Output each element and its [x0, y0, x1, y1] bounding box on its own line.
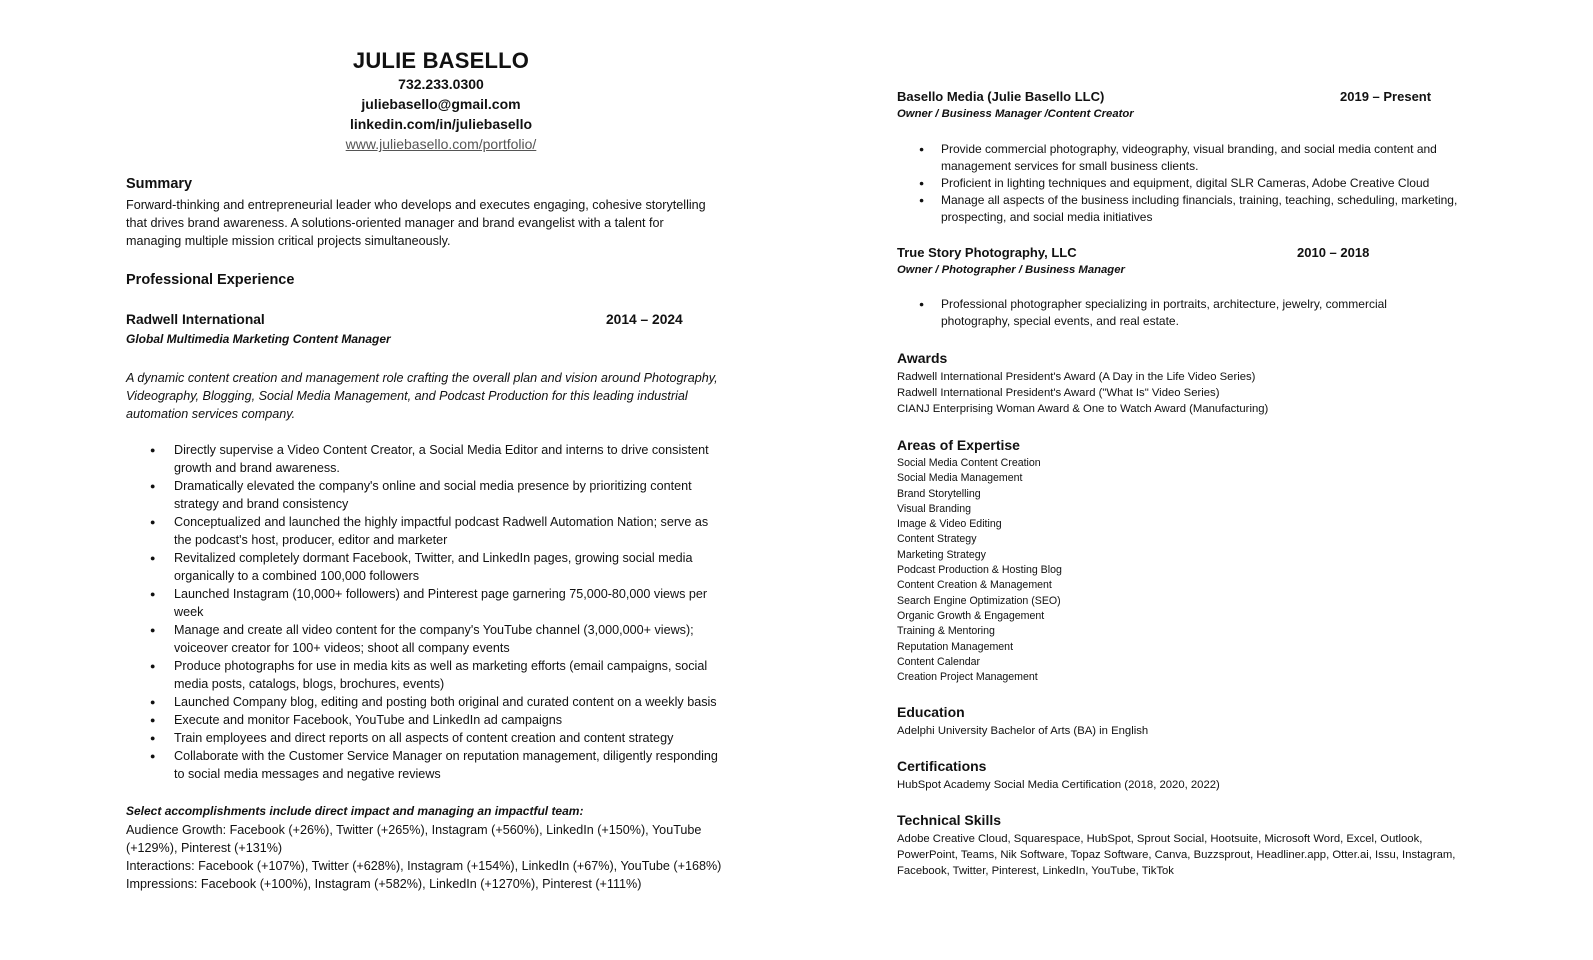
job-bullet-list [126, 441, 766, 783]
job-description [126, 369, 718, 423]
bullet-line: organically to a combined 100,000 followers [174, 569, 420, 583]
bullet-line: ● Manage all aspects of the business including financials, training, teaching, scheduling, marketing, [941, 193, 1458, 207]
education-heading: Education [897, 704, 965, 720]
list-item: Content Strategy [897, 533, 977, 546]
bullet-line: week [174, 605, 204, 619]
bullet-line: ● Dramatically elevated the company's online and social media presence by prioritizing content [174, 479, 692, 493]
accomplishments-text [126, 821, 721, 893]
expertise-list [897, 456, 1062, 685]
summary-heading: Summary [126, 176, 193, 192]
bullet-line: ● Execute and monitor Facebook, YouTube and LinkedIn ad campaigns [174, 713, 563, 727]
job-company: Radwell International [126, 312, 265, 327]
list-item [126, 585, 766, 621]
job-role: Owner / Photographer / Business Manager [897, 264, 1125, 276]
list-item [126, 477, 766, 513]
bullet-line: ● Provide commercial photography, videography, visual branding, and social media content and [941, 142, 1437, 156]
list-item [897, 175, 1497, 192]
award-item: CIANJ Enterprising Woman Award & One to Watch Award (Manufacturing) [897, 403, 1269, 415]
expertise-heading: Areas of Expertise [897, 437, 1020, 453]
job-bullet-list [897, 141, 1497, 226]
list-item: Creation Project Management [897, 671, 1038, 684]
bullet-line: voiceover creator for 100+ videos; shoot all company events [174, 641, 510, 655]
phone-number: 732.233.0300 [398, 76, 484, 92]
list-item [126, 657, 766, 693]
list-item [126, 711, 766, 729]
email-address: juliebasello@gmail.com [361, 96, 521, 112]
bullet-line: ● Launched Company blog, editing and posting both original and curated content on a weekly basis [174, 695, 717, 709]
list-item [126, 729, 766, 747]
job-dates: 2014 – 2024 [606, 312, 683, 327]
bullet-line: prospecting, and social media initiatives [941, 210, 1153, 224]
bullet-line: media posts, catalogs, blogs, brochures, events) [174, 677, 445, 691]
job-role: Global Multimedia Marketing Content Manager [126, 332, 391, 346]
certifications-heading: Certifications [897, 758, 987, 774]
list-item: Reputation Management [897, 640, 1014, 653]
list-item [897, 141, 1497, 175]
bullet-line: to social media messages and negative reviews [174, 767, 441, 781]
summary-text [126, 196, 706, 250]
list-item: Podcast Production & Hosting Blog [897, 564, 1062, 577]
list-item [897, 192, 1497, 226]
description-line: A dynamic content creation and management role crafting the overall plan and vision around Photography, [126, 371, 718, 385]
accomplishment-line: (+129%), Pinterest (+131%) [126, 841, 283, 855]
list-item: Content Calendar [897, 655, 981, 668]
list-item: Content Creation & Management [897, 579, 1052, 592]
bullet-line: ● Proficient in lighting techniques and equipment, digital SLR Cameras, Adobe Creative Cloud [941, 176, 1430, 190]
bullet-line: management services for small business clients. [941, 159, 1199, 173]
candidate-name: JULIE BASELLO [352, 48, 530, 73]
job-company: Basello Media (Julie Basello LLC) [897, 89, 1105, 104]
bullet-line: strategy and brand consistency [174, 497, 349, 511]
portfolio-link[interactable]: www.juliebasello.com/portfolio/ [345, 136, 537, 152]
job-role: Owner / Business Manager /Content Creator [897, 108, 1134, 120]
linkedin-url: linkedin.com/in/juliebasello [349, 116, 533, 132]
accomplishment-line: Audience Growth: Facebook (+26%), Twitter (+265%), Instagram (+560%), LinkedIn (+150%), YouTube [126, 823, 702, 837]
list-item [126, 441, 766, 477]
list-item [126, 621, 766, 657]
list-item [897, 296, 1497, 330]
description-line: automation services company. [126, 407, 296, 421]
summary-line: that drives brand awareness. A solutions-oriented manager and brand evangelist with a talent for [126, 216, 664, 230]
awards-list [897, 369, 1268, 417]
job-dates: 2019 – Present [1340, 89, 1432, 104]
list-item: Marketing Strategy [897, 548, 986, 561]
experience-heading: Professional Experience [126, 272, 295, 288]
bullet-line: ● Collaborate with the Customer Service Manager on reputation management, diligently responding [174, 749, 718, 763]
list-item [126, 513, 766, 549]
job-company: True Story Photography, LLC [897, 245, 1077, 260]
bullet-line: growth and brand awareness. [174, 461, 340, 475]
list-item [126, 693, 766, 711]
list-item: Social Media Management [897, 472, 1023, 485]
skills-line: Facebook, Twitter, Pinterest, LinkedIn, YouTube, TikTok [897, 865, 1174, 877]
list-item: Search Engine Optimization (SEO) [897, 594, 1061, 607]
skills-line: PowerPoint, Teams, Nik Software, Topaz Software, Canva, Buzzsprout, Headliner.app, Otter.ai, Issu, Instagram, [897, 849, 1456, 861]
bullet-line: photography, special events, and real estate. [941, 314, 1179, 328]
award-item: Radwell International President's Award (A Day in the Life Video Series) [897, 371, 1256, 383]
job-dates: 2010 – 2018 [1297, 245, 1370, 260]
technical-skills-text [897, 831, 1497, 879]
accomplishment-line: Interactions: Facebook (+107%), Twitter (+628%), Instagram (+154%), LinkedIn (+67%), YouTube (+168%) [126, 859, 722, 873]
list-item: Organic Growth & Engagement [897, 609, 1045, 622]
skills-line: Adobe Creative Cloud, Squarespace, HubSpot, Sprout Social, Hootsuite, Microsoft Word, Excel, Outlook, [897, 833, 1423, 845]
list-item: Social Media Content Creation [897, 457, 1041, 469]
list-item [126, 549, 766, 585]
list-item [126, 747, 766, 783]
bullet-line: ● Launched Instagram (10,000+ followers) and Pinterest page garnering 75,000-80,000 views per [174, 587, 708, 601]
summary-line: managing multiple mission critical projects simultaneously. [126, 234, 451, 248]
bullet-line: ● Produce photographs for use in media kits as well as marketing efforts (email campaigns, social [174, 659, 708, 673]
bullet-line: ● Conceptualized and launched the highly impactful podcast Radwell Automation Nation; serve as [174, 515, 709, 529]
bullet-line: the podcast's host, producer, editor and marketer [174, 533, 448, 547]
bullet-line: ● Revitalized completely dormant Facebook, Twitter, and LinkedIn pages, growing social media [174, 551, 693, 565]
bullet-line: ● Directly supervise a Video Content Creator, a Social Media Editor and interns to drive consistent [174, 443, 709, 457]
list-item: Training & Mentoring [897, 625, 995, 638]
list-item: Visual Branding [897, 502, 972, 515]
summary-line: Forward-thinking and entrepreneurial leader who develops and executes engaging, cohesive storytelling [126, 198, 706, 212]
accomplishment-line: Impressions: Facebook (+100%), Instagram (+582%), LinkedIn (+1270%), Pinterest (+111%) [126, 877, 642, 891]
accomplishments-heading: Select accomplishments include direct impact and managing an impactful team: [126, 804, 584, 818]
bullet-line: ● Professional photographer specializing in portraits, architecture, jewelry, commercial [941, 297, 1387, 311]
description-line: Videography, Blogging, Social Media Management, and Podcast Production for this leading industrial [126, 389, 688, 403]
awards-heading: Awards [897, 350, 948, 366]
list-item: Image & Video Editing [897, 518, 1002, 531]
bullet-line: ● Train employees and direct reports on all aspects of content creation and content strategy [174, 731, 674, 745]
certifications-text: HubSpot Academy Social Media Certification (2018, 2020, 2022) [897, 779, 1220, 791]
education-text: Adelphi University Bachelor of Arts (BA) in English [897, 725, 1149, 737]
list-item: Brand Storytelling [897, 487, 981, 500]
bullet-line: ● Manage and create all video content for the company's YouTube channel (3,000,000+ views); [174, 623, 694, 637]
technical-skills-heading: Technical Skills [897, 812, 1002, 828]
job-bullet-list [897, 296, 1497, 330]
award-item: Radwell International President's Award ("What Is" Video Series) [897, 387, 1220, 399]
